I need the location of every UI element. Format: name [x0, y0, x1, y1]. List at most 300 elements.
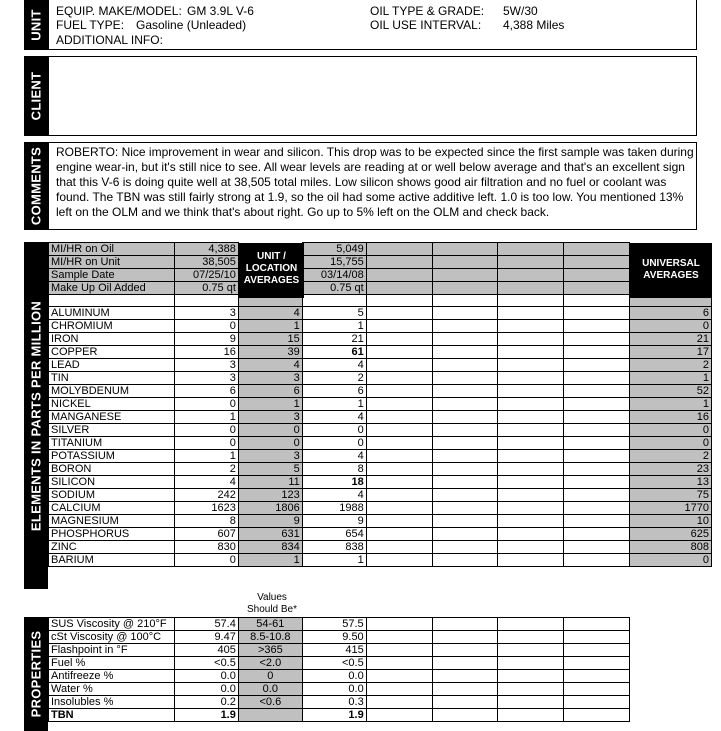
element-name: IRON: [49, 333, 175, 346]
empty-cell: [366, 709, 432, 722]
empty-cell: [432, 320, 498, 333]
empty-cell: [366, 528, 432, 541]
element-row: [49, 424, 712, 437]
empty-cell: [366, 683, 432, 696]
property-row: [49, 696, 630, 709]
element-name: LEAD: [49, 359, 175, 372]
empty-cell: [432, 243, 498, 256]
element-name: TIN: [49, 372, 175, 385]
elements-table: [48, 242, 712, 567]
element-row: [49, 333, 712, 346]
element-row: [49, 307, 712, 320]
sample-2-value: 6: [302, 385, 366, 398]
empty-cell: [366, 320, 432, 333]
element-name: CHROMIUM: [49, 320, 175, 333]
empty-cell: [498, 385, 564, 398]
empty-cell: [498, 657, 564, 670]
spacer-row: [49, 295, 712, 307]
equip-label: EQUIP. MAKE/MODEL:: [56, 4, 182, 18]
sample-info-label: Make Up Oil Added: [49, 282, 175, 295]
universal-average-value: 1770: [630, 502, 712, 515]
values-should-be: 54-61: [238, 618, 302, 631]
sample-2-value: 0.75 qt: [302, 282, 366, 295]
empty-cell: [366, 644, 432, 657]
empty-cell: [366, 398, 432, 411]
element-name: SILICON: [49, 476, 175, 489]
equip-value: GM 3.9L V-6: [187, 4, 254, 18]
sample-2-value: 4: [302, 450, 366, 463]
sample-2-value: 1: [302, 320, 366, 333]
sample-info-row: [49, 256, 712, 269]
sample-2-value: 8: [302, 463, 366, 476]
element-name: MAGNESIUM: [49, 515, 175, 528]
property-row: [49, 631, 630, 644]
element-row: [49, 541, 712, 554]
empty-cell: [432, 411, 498, 424]
element-row: [49, 489, 712, 502]
empty-cell: [498, 269, 564, 282]
sample-2-value: 5: [302, 307, 366, 320]
empty-cell: [498, 476, 564, 489]
fuel-label: FUEL TYPE:: [56, 18, 125, 32]
empty-cell: [564, 476, 630, 489]
empty-cell: [366, 437, 432, 450]
sample-2-value: 0: [302, 437, 366, 450]
sample-1-value: 405: [174, 644, 238, 657]
sample-2-value: 415: [302, 644, 366, 657]
element-row: [49, 463, 712, 476]
universal-average-value: 1: [630, 372, 712, 385]
element-name: PHOSPHORUS: [49, 528, 175, 541]
empty-cell: [564, 243, 630, 256]
empty-cell: [498, 644, 564, 657]
element-row: [49, 359, 712, 372]
sample-2-value: 1988: [302, 502, 366, 515]
empty-cell: [366, 476, 432, 489]
unit-average-value: 15: [238, 333, 302, 346]
empty-cell: [366, 359, 432, 372]
empty-cell: [564, 437, 630, 450]
empty-cell: [498, 372, 564, 385]
sample-2-value: 1: [302, 554, 366, 567]
empty-cell: [366, 657, 432, 670]
universal-average-value: 0: [630, 320, 712, 333]
unit-average-value: 631: [238, 528, 302, 541]
sample-1-value: 2: [174, 463, 238, 476]
empty-cell: [432, 359, 498, 372]
universal-average-value: 6: [630, 307, 712, 320]
sample-2-value: 1: [302, 398, 366, 411]
element-name: TITANIUM: [49, 437, 175, 450]
property-row: [49, 670, 630, 683]
sample-1-value: 0.0: [174, 683, 238, 696]
empty-cell: [564, 657, 630, 670]
element-name: ALUMINUM: [49, 307, 175, 320]
empty-cell: [564, 670, 630, 683]
empty-cell: [366, 333, 432, 346]
sample-info-row: [49, 243, 712, 256]
empty-cell: [366, 463, 432, 476]
sample-2-value: 21: [302, 333, 366, 346]
sample-2-value: 2: [302, 372, 366, 385]
oil-type-value: 5W/30: [503, 4, 538, 18]
values-should-be: <2.0: [238, 657, 302, 670]
sample-2-value: 0.3: [302, 696, 366, 709]
empty-cell: [564, 709, 630, 722]
universal-average-value: 21: [630, 333, 712, 346]
element-row: [49, 528, 712, 541]
spacer-cell: [498, 295, 564, 307]
empty-cell: [366, 618, 432, 631]
element-name: ZINC: [49, 541, 175, 554]
unit-average-value: 11: [238, 476, 302, 489]
empty-cell: [498, 502, 564, 515]
values-should-be: 8.5-10.8: [238, 631, 302, 644]
universal-average-value: 0: [630, 437, 712, 450]
values-should-be: 0.0: [238, 683, 302, 696]
sample-2-value: 15,755: [302, 256, 366, 269]
empty-cell: [432, 554, 498, 567]
universal-average-value: 16: [630, 411, 712, 424]
oil-interval-value: 4,388 Miles: [503, 18, 565, 32]
sample-2-value: 18: [302, 476, 366, 489]
spacer-cell: [302, 295, 366, 307]
element-row: [49, 398, 712, 411]
empty-cell: [498, 437, 564, 450]
empty-cell: [432, 515, 498, 528]
empty-cell: [432, 398, 498, 411]
element-name: SODIUM: [49, 489, 175, 502]
sample-1-value: 0.75 qt: [174, 282, 238, 295]
empty-cell: [498, 683, 564, 696]
empty-cell: [432, 372, 498, 385]
empty-cell: [564, 618, 630, 631]
empty-cell: [432, 489, 498, 502]
unit-location-averages-header: UNIT / LOCATION AVERAGES: [239, 243, 304, 298]
empty-cell: [432, 683, 498, 696]
universal-average-value: 17: [630, 346, 712, 359]
sample-1-value: 07/25/10: [174, 269, 238, 282]
property-row: [49, 683, 630, 696]
empty-cell: [564, 346, 630, 359]
sample-1-value: 3: [174, 307, 238, 320]
spacer-cell: [174, 295, 238, 307]
empty-cell: [564, 631, 630, 644]
empty-cell: [498, 554, 564, 567]
elements-section-label: ELEMENTS IN PARTS PER MILLION: [28, 300, 44, 531]
sample-2-value: 57.5: [302, 618, 366, 631]
unit-average-value: 5: [238, 463, 302, 476]
spacer-cell: [432, 295, 498, 307]
empty-cell: [432, 424, 498, 437]
client-section-label: CLIENT: [28, 71, 44, 121]
universal-average-value: 52: [630, 385, 712, 398]
property-name: Insolubles %: [49, 696, 175, 709]
sample-2-value: 5,049: [302, 243, 366, 256]
sample-2-value: 9.50: [302, 631, 366, 644]
element-row: [49, 554, 712, 567]
unit-section-label: UNIT: [28, 9, 44, 41]
empty-cell: [366, 307, 432, 320]
unit-average-value: 834: [238, 541, 302, 554]
empty-cell: [432, 463, 498, 476]
element-name: SILVER: [49, 424, 175, 437]
empty-cell: [498, 320, 564, 333]
universal-average-value: 0: [630, 424, 712, 437]
property-name: Water %: [49, 683, 175, 696]
empty-cell: [564, 450, 630, 463]
sample-1-value: 3: [174, 372, 238, 385]
properties-section-label: PROPERTIES: [28, 630, 44, 718]
property-row: [49, 657, 630, 670]
empty-cell: [498, 359, 564, 372]
element-row: [49, 385, 712, 398]
empty-cell: [366, 269, 432, 282]
unit-average-value: 1806: [238, 502, 302, 515]
sample-2-value: 838: [302, 541, 366, 554]
sample-1-value: 1.9: [174, 709, 238, 722]
empty-cell: [564, 385, 630, 398]
empty-cell: [366, 243, 432, 256]
sample-2-value: 4: [302, 489, 366, 502]
sample-2-value: 0.0: [302, 683, 366, 696]
empty-cell: [498, 411, 564, 424]
empty-cell: [366, 631, 432, 644]
property-name: SUS Viscosity @ 210°F: [49, 618, 175, 631]
empty-cell: [366, 282, 432, 295]
empty-cell: [564, 282, 630, 295]
sample-2-value: 0.0: [302, 670, 366, 683]
empty-cell: [432, 476, 498, 489]
sample-1-value: 0: [174, 437, 238, 450]
empty-cell: [498, 618, 564, 631]
sample-2-value: 61: [302, 346, 366, 359]
empty-cell: [498, 243, 564, 256]
empty-cell: [432, 657, 498, 670]
empty-cell: [432, 541, 498, 554]
empty-cell: [564, 554, 630, 567]
empty-cell: [498, 489, 564, 502]
unit-average-value: 0: [238, 437, 302, 450]
empty-cell: [432, 256, 498, 269]
empty-cell: [564, 307, 630, 320]
empty-cell: [432, 333, 498, 346]
values-should-be: 0: [238, 670, 302, 683]
empty-cell: [432, 709, 498, 722]
empty-cell: [432, 528, 498, 541]
empty-cell: [564, 644, 630, 657]
sample-1-value: 0: [174, 320, 238, 333]
empty-cell: [564, 502, 630, 515]
sample-1-value: 4,388: [174, 243, 238, 256]
universal-average-value: 10: [630, 515, 712, 528]
element-name: NICKEL: [49, 398, 175, 411]
unit-average-value: 3: [238, 372, 302, 385]
unit-average-value: 9: [238, 515, 302, 528]
spacer-cell: [49, 295, 175, 307]
sample-1-value: 1: [174, 450, 238, 463]
empty-cell: [432, 644, 498, 657]
empty-cell: [498, 450, 564, 463]
sample-2-value: 9: [302, 515, 366, 528]
oil-type-label: OIL TYPE & GRADE:: [370, 4, 485, 18]
empty-cell: [498, 515, 564, 528]
sample-1-value: 4: [174, 476, 238, 489]
empty-cell: [432, 696, 498, 709]
sample-info-label: Sample Date: [49, 269, 175, 282]
element-name: COPPER: [49, 346, 175, 359]
element-row: [49, 346, 712, 359]
element-row: [49, 476, 712, 489]
sample-1-value: 0.2: [174, 696, 238, 709]
sample-1-value: 1623: [174, 502, 238, 515]
empty-cell: [366, 424, 432, 437]
empty-cell: [366, 372, 432, 385]
sample-1-value: 38,505: [174, 256, 238, 269]
universal-average-value: 625: [630, 528, 712, 541]
property-name: Fuel %: [49, 657, 175, 670]
empty-cell: [564, 528, 630, 541]
empty-cell: [498, 670, 564, 683]
empty-cell: [564, 515, 630, 528]
empty-cell: [432, 307, 498, 320]
empty-cell: [366, 346, 432, 359]
unit-average-value: 123: [238, 489, 302, 502]
sample-2-value: 4: [302, 411, 366, 424]
empty-cell: [564, 320, 630, 333]
values-should-be: [238, 709, 302, 722]
sample-1-value: 3: [174, 359, 238, 372]
empty-cell: [366, 256, 432, 269]
sample-2-value: 0: [302, 424, 366, 437]
universal-average-value: 2: [630, 450, 712, 463]
empty-cell: [564, 269, 630, 282]
empty-cell: [366, 489, 432, 502]
empty-cell: [564, 256, 630, 269]
sample-1-value: 8: [174, 515, 238, 528]
universal-averages-header: UNIVERSAL AVERAGES: [630, 243, 712, 298]
property-row: [49, 644, 630, 657]
sample-info-row: [49, 282, 712, 295]
oil-interval-label: OIL USE INTERVAL:: [370, 18, 482, 32]
client-section-bar: [24, 56, 48, 136]
empty-cell: [366, 670, 432, 683]
sample-1-value: <0.5: [174, 657, 238, 670]
empty-cell: [564, 411, 630, 424]
sample-1-value: 607: [174, 528, 238, 541]
empty-cell: [498, 424, 564, 437]
element-row: [49, 515, 712, 528]
values-should-be-header: Values Should Be*: [246, 592, 298, 615]
property-row: [49, 618, 630, 631]
empty-cell: [366, 411, 432, 424]
additional-info-label: ADDITIONAL INFO:: [56, 33, 163, 47]
property-name: TBN: [49, 709, 175, 722]
empty-cell: [366, 385, 432, 398]
empty-cell: [564, 398, 630, 411]
values-should-be: >365: [238, 644, 302, 657]
unit-average-value: 3: [238, 450, 302, 463]
element-row: [49, 450, 712, 463]
sample-2-value: 1.9: [302, 709, 366, 722]
property-name: Flashpoint in °F: [49, 644, 175, 657]
values-should-be: <0.6: [238, 696, 302, 709]
sample-1-value: 16: [174, 346, 238, 359]
empty-cell: [366, 541, 432, 554]
sample-1-value: 0: [174, 398, 238, 411]
empty-cell: [564, 683, 630, 696]
empty-cell: [498, 463, 564, 476]
sample-1-value: 242: [174, 489, 238, 502]
element-name: POTASSIUM: [49, 450, 175, 463]
property-row: [49, 709, 630, 722]
empty-cell: [498, 631, 564, 644]
unit-average-value: 4: [238, 359, 302, 372]
universal-average-value: 13: [630, 476, 712, 489]
element-row: [49, 372, 712, 385]
empty-cell: [366, 696, 432, 709]
universal-average-value: 0: [630, 554, 712, 567]
element-name: CALCIUM: [49, 502, 175, 515]
client-box: [48, 56, 697, 136]
sample-1-value: 1: [174, 411, 238, 424]
empty-cell: [498, 282, 564, 295]
universal-average-value: 75: [630, 489, 712, 502]
empty-cell: [564, 463, 630, 476]
element-row: [49, 437, 712, 450]
element-row: [49, 411, 712, 424]
empty-cell: [366, 554, 432, 567]
spacer-cell: [564, 295, 630, 307]
element-name: MANGANESE: [49, 411, 175, 424]
fuel-value: Gasoline (Unleaded): [136, 18, 247, 32]
sample-1-value: 9.47: [174, 631, 238, 644]
sample-2-value: 4: [302, 359, 366, 372]
universal-average-value: 23: [630, 463, 712, 476]
properties-section-bar: [24, 617, 48, 731]
universal-average-value: 2: [630, 359, 712, 372]
sample-info-row: [49, 269, 712, 282]
sample-2-value: <0.5: [302, 657, 366, 670]
empty-cell: [366, 450, 432, 463]
unit-section-bar: [24, 0, 48, 50]
sample-1-value: 830: [174, 541, 238, 554]
comments-text: ROBERTO: Nice improvement in wear and silicon. This drop was to be expected since the first sample was taken during engine wear-in, but it's still nice to see. All wear levels are reading at or well below average and that's an excellent sign that this V-6 is doing quite well at 38,505 total miles. Low silicon shows good air filtration and no fuel or coolant was found. The TBN was still fairly strong at 1.9, so the oil had some active additive left. 1.0 is too low. You mentioned 13% left on the OLM and we think that's about right. Go up to 5% left on the OLM and check back.: [56, 145, 694, 219]
unit-average-value: 6: [238, 385, 302, 398]
empty-cell: [432, 269, 498, 282]
sample-info-label: MI/HR on Oil: [49, 243, 175, 256]
empty-cell: [564, 541, 630, 554]
empty-cell: [432, 346, 498, 359]
empty-cell: [432, 502, 498, 515]
empty-cell: [432, 450, 498, 463]
empty-cell: [498, 333, 564, 346]
empty-cell: [432, 670, 498, 683]
element-name: BARIUM: [49, 554, 175, 567]
empty-cell: [432, 282, 498, 295]
sample-1-value: 9: [174, 333, 238, 346]
sample-2-value: 654: [302, 528, 366, 541]
empty-cell: [564, 424, 630, 437]
sample-1-value: 0.0: [174, 670, 238, 683]
unit-average-value: 0: [238, 424, 302, 437]
unit-average-value: 39: [238, 346, 302, 359]
sample-2-value: 03/14/08: [302, 269, 366, 282]
empty-cell: [564, 489, 630, 502]
empty-cell: [366, 502, 432, 515]
empty-cell: [498, 696, 564, 709]
element-name: MOLYBDENUM: [49, 385, 175, 398]
